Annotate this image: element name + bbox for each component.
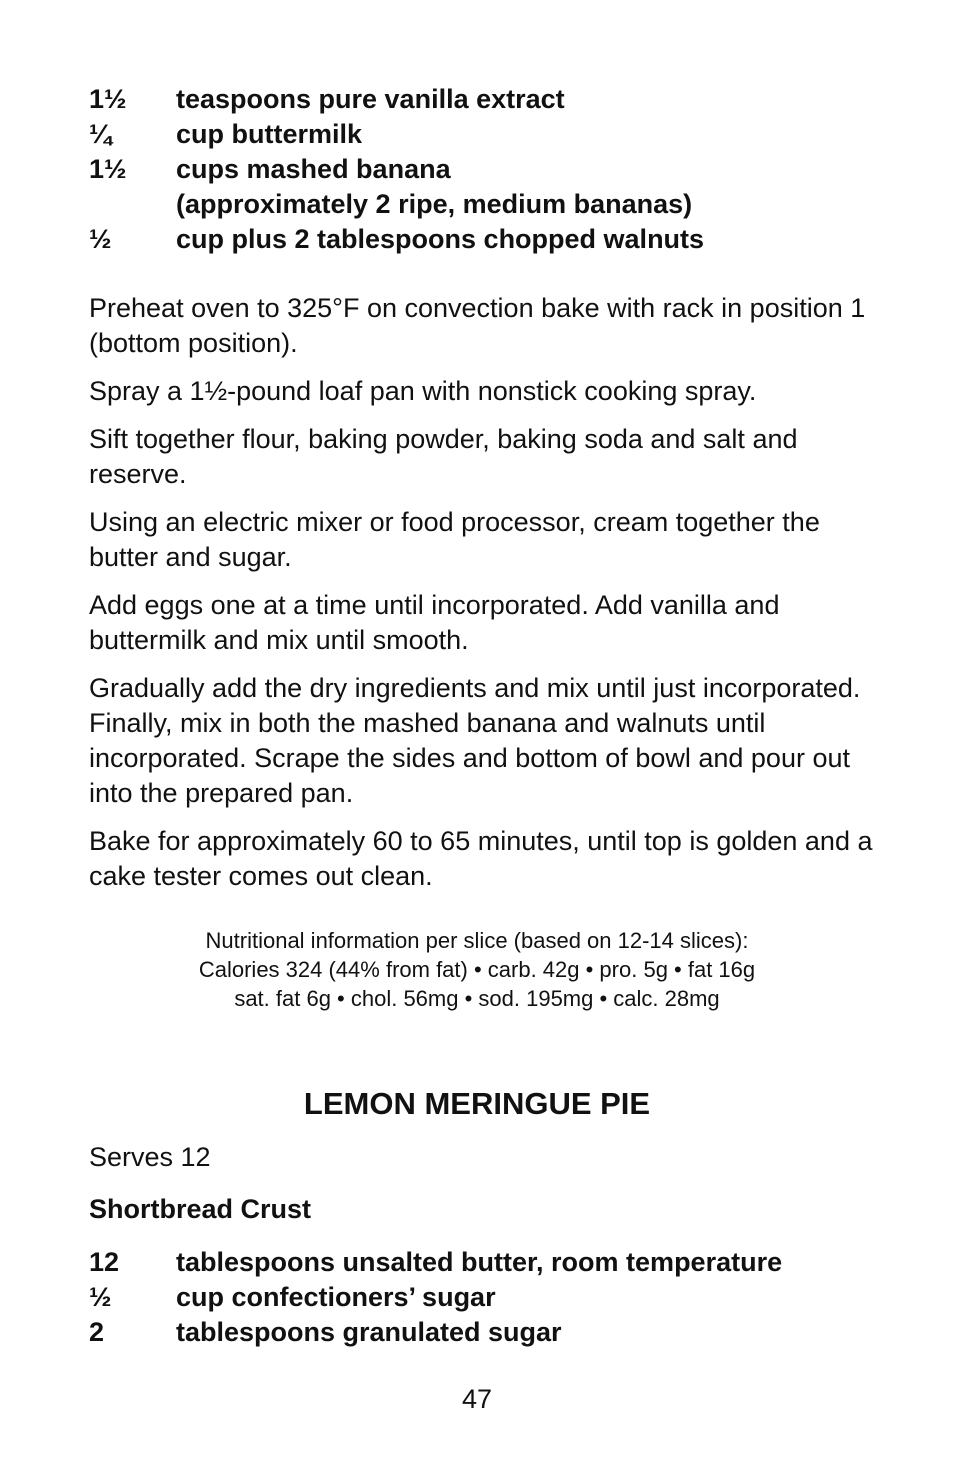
ingredient-row — [89, 1280, 879, 1315]
nutrition-line: Nutritional information per slice (based on 12-14 slices): — [205, 928, 749, 953]
instruction-step: Using an electric mixer or food processor, cream together the butter and sugar. — [89, 507, 820, 572]
ingredient-quantity: ¼ — [89, 119, 112, 149]
crust-ingredient-list — [89, 1245, 879, 1350]
instruction-step: Spray a 1½-pound loaf pan with nonstick cooking spray. — [89, 376, 757, 406]
ingredient-row — [89, 1245, 879, 1280]
ingredient-description: cups mashed banana — [176, 154, 451, 184]
ingredient-row — [89, 222, 879, 257]
ingredient-quantity: ½ — [89, 224, 112, 254]
serving-size: Serves 12 — [89, 1142, 211, 1172]
nutrition-info — [89, 926, 865, 1013]
ingredient-quantity: 1½ — [89, 154, 127, 184]
ingredient-description: teaspoons pure vanilla extract — [176, 84, 565, 114]
ingredient-quantity: ½ — [89, 1282, 112, 1312]
ingredient-description: cup plus 2 tablespoons chopped walnuts — [176, 224, 705, 254]
recipe-title: LEMON MERINGUE PIE — [303, 1086, 651, 1121]
recipe-instructions — [89, 291, 879, 907]
ingredient-quantity: 2 — [89, 1317, 105, 1347]
ingredient-description: tablespoons granulated sugar — [176, 1317, 562, 1347]
ingredient-row — [89, 117, 879, 152]
page-number: 47 — [461, 1384, 493, 1414]
ingredient-description: tablespoons unsalted butter, room temperature — [176, 1247, 783, 1277]
ingredient-quantity: 1½ — [89, 84, 127, 114]
ingredient-row — [89, 152, 879, 187]
section-heading: Shortbread Crust — [89, 1194, 312, 1224]
ingredient-quantity — [89, 187, 176, 222]
instruction-step: Sift together flour, baking powder, baking soda and salt and reserve. — [89, 424, 798, 489]
instruction-step: Add eggs one at a time until incorporated. Add vanilla and buttermilk and mix until smooth. — [89, 590, 780, 655]
ingredient-description: cup confectioners’ sugar — [176, 1282, 496, 1312]
instruction-step: Bake for approximately 60 to 65 minutes, until top is golden and a cake tester comes out clean. — [89, 826, 873, 891]
ingredient-description: cup buttermilk — [176, 119, 363, 149]
ingredient-quantity: 12 — [89, 1247, 120, 1277]
nutrition-line: sat. fat 6g • chol. 56mg • sod. 195mg • calc. 28mg — [234, 986, 720, 1011]
nutrition-line: Calories 324 (44% from fat) • carb. 42g • pro. 5g • fat 16g — [198, 957, 756, 982]
ingredient-row — [89, 187, 879, 222]
ingredient-row — [89, 82, 879, 117]
instruction-step: Gradually add the dry ingredients and mix until just incorporated. Finally, mix in both the mashed banana and walnuts until incorporated. Scrape the sides and bottom of bowl and pour out into the prepared pan. — [89, 673, 861, 808]
banana-ingredient-list — [89, 82, 879, 257]
ingredient-description: (approximately 2 ripe, medium bananas) — [176, 189, 693, 219]
ingredient-row — [89, 1315, 879, 1350]
instruction-step: Preheat oven to 325°F on convection bake with rack in position 1 (bottom position). — [89, 293, 866, 358]
